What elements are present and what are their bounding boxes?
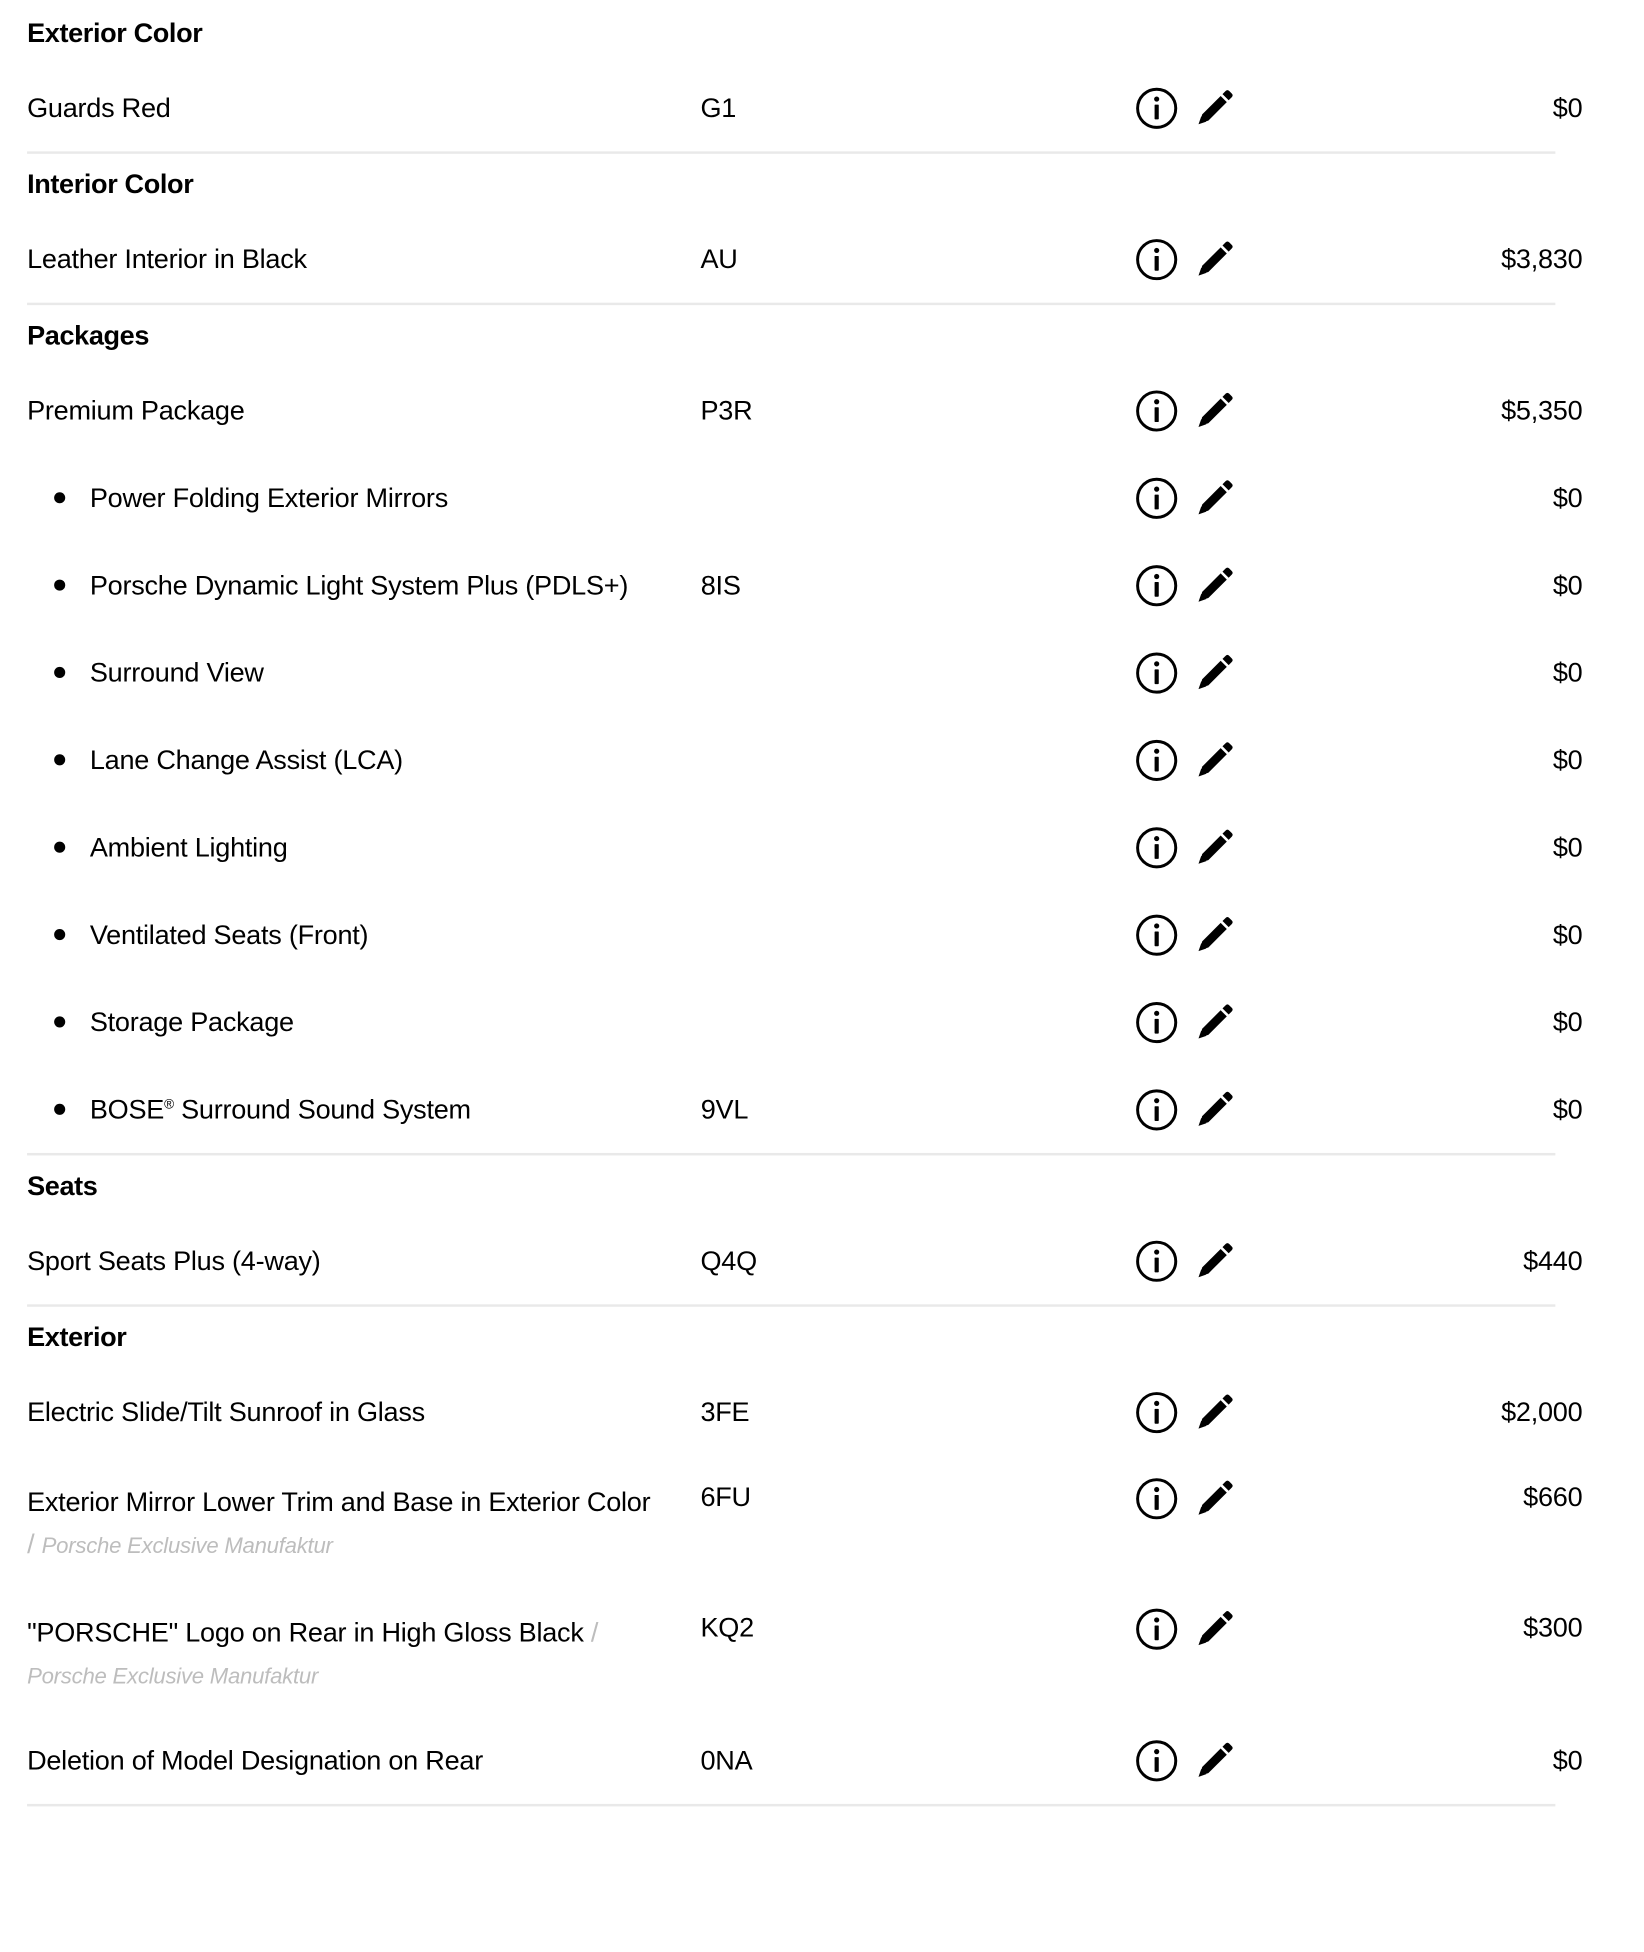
bullet-icon xyxy=(54,754,65,765)
option-name: Deletion of Model Designation on Rear xyxy=(27,1744,483,1775)
option-name: Premium Package xyxy=(27,394,245,426)
option-price: $440 xyxy=(1523,1244,1583,1276)
pencil-icon[interactable] xyxy=(1193,1477,1237,1521)
option-row-sunroof xyxy=(27,1368,1582,1455)
bullet-icon xyxy=(54,492,65,503)
pencil-icon[interactable] xyxy=(1193,1000,1237,1044)
option-code: G1 xyxy=(700,91,737,123)
option-row-surround-view xyxy=(27,629,1582,716)
info-circle-icon[interactable] xyxy=(1135,912,1179,956)
option-price: $0 xyxy=(1552,91,1583,123)
option-separator: / xyxy=(27,1528,35,1560)
option-price: $0 xyxy=(1552,1093,1583,1125)
pencil-icon[interactable] xyxy=(1193,825,1237,869)
option-row-bose-sound xyxy=(27,1066,1582,1153)
option-price: $300 xyxy=(1523,1611,1583,1643)
bullet-icon xyxy=(54,1104,65,1115)
option-price: $0 xyxy=(1552,918,1583,950)
bullet-icon xyxy=(54,842,65,853)
info-circle-icon[interactable] xyxy=(1135,86,1179,130)
info-circle-icon[interactable] xyxy=(1135,1390,1179,1434)
info-circle-icon[interactable] xyxy=(1135,1000,1179,1044)
option-name: Leather Interior in Black xyxy=(27,243,307,274)
info-circle-icon[interactable] xyxy=(1135,237,1179,281)
info-circle-icon[interactable] xyxy=(1135,825,1179,869)
option-code: Q4Q xyxy=(700,1244,757,1276)
option-name: Power Folding Exterior Mirrors xyxy=(89,481,448,513)
pencil-icon[interactable] xyxy=(1193,86,1237,130)
pencil-icon[interactable] xyxy=(1193,912,1237,956)
option-code: AU xyxy=(700,243,738,274)
registered-mark: ® xyxy=(164,1096,174,1112)
option-row-power-folding-mirrors xyxy=(27,454,1582,541)
section-divider xyxy=(27,1804,1555,1806)
bullet-icon xyxy=(54,1016,65,1027)
section-title-exterior: Exterior xyxy=(27,1321,127,1353)
bullet-icon xyxy=(54,929,65,940)
option-row-pdls-plus xyxy=(27,541,1582,628)
option-name: Lane Change Assist (LCA) xyxy=(89,743,403,775)
pencil-icon[interactable] xyxy=(1193,388,1237,432)
pencil-icon[interactable] xyxy=(1193,1238,1237,1282)
pencil-icon[interactable] xyxy=(1193,563,1237,607)
bullet-icon xyxy=(54,580,65,591)
info-circle-icon[interactable] xyxy=(1135,1238,1179,1282)
option-row-ambient-lighting xyxy=(27,804,1582,891)
info-circle-icon[interactable] xyxy=(1135,650,1179,694)
info-circle-icon[interactable] xyxy=(1135,388,1179,432)
option-name: Storage Package xyxy=(89,1005,294,1037)
option-row-porsche-logo-rear xyxy=(27,1586,1582,1716)
pencil-icon[interactable] xyxy=(1193,1390,1237,1434)
option-separator: / xyxy=(590,1616,599,1648)
option-price: $3,830 xyxy=(1501,243,1583,274)
option-row-ventilated-seats xyxy=(27,891,1582,978)
option-name: "PORSCHE" Logo on Rear in High Gloss Black xyxy=(27,1616,584,1648)
info-circle-icon[interactable] xyxy=(1135,476,1179,520)
pencil-icon[interactable] xyxy=(1193,1738,1237,1782)
option-name: BOSE® Surround Sound System xyxy=(89,1093,471,1125)
option-name: Porsche Dynamic Light System Plus (PDLS+) xyxy=(89,569,629,600)
option-name: Electric Slide/Tilt Sunroof in Glass xyxy=(27,1396,425,1427)
section-title-interior-color: Interior Color xyxy=(27,168,194,200)
option-code: 3FE xyxy=(700,1396,750,1427)
option-price: $660 xyxy=(1523,1481,1583,1513)
option-row-model-designation-deletion xyxy=(27,1717,1582,1804)
option-price: $0 xyxy=(1552,1744,1583,1775)
option-row-storage-package xyxy=(27,978,1582,1065)
option-row-guards-red xyxy=(27,64,1582,151)
option-price: $0 xyxy=(1552,1005,1583,1037)
info-circle-icon[interactable] xyxy=(1135,1087,1179,1131)
pencil-icon[interactable] xyxy=(1193,738,1237,782)
option-name: Guards Red xyxy=(27,91,171,123)
pencil-icon[interactable] xyxy=(1193,1087,1237,1131)
option-name: Ventilated Seats (Front) xyxy=(89,918,369,950)
option-note: Porsche Exclusive Manufaktur xyxy=(27,1663,319,1689)
option-price: $0 xyxy=(1552,569,1583,600)
option-price: $2,000 xyxy=(1501,1396,1583,1427)
pencil-icon[interactable] xyxy=(1193,237,1237,281)
option-code: 9VL xyxy=(700,1093,749,1125)
option-code: P3R xyxy=(700,394,753,426)
section-title-packages: Packages xyxy=(27,319,150,351)
option-row-lane-change-assist xyxy=(27,716,1582,803)
option-note: Porsche Exclusive Manufaktur xyxy=(41,1533,333,1558)
section-title-seats: Seats xyxy=(27,1170,98,1201)
option-row-premium-package xyxy=(27,367,1582,454)
option-row-leather-interior xyxy=(27,215,1582,302)
option-row-sport-seats-plus xyxy=(27,1217,1582,1304)
bullet-icon xyxy=(54,667,65,678)
pencil-icon[interactable] xyxy=(1193,650,1237,694)
option-row-mirror-lower-trim xyxy=(27,1456,1582,1586)
info-circle-icon[interactable] xyxy=(1135,738,1179,782)
option-name: Ambient Lighting xyxy=(89,831,288,862)
option-price: $0 xyxy=(1552,656,1583,688)
option-price: $5,350 xyxy=(1501,394,1583,426)
pencil-icon[interactable] xyxy=(1193,1607,1237,1651)
option-name: Sport Seats Plus (4-way) xyxy=(27,1244,321,1276)
info-circle-icon[interactable] xyxy=(1135,563,1179,607)
pencil-icon[interactable] xyxy=(1193,476,1237,520)
option-code: 8IS xyxy=(700,569,741,600)
option-code: KQ2 xyxy=(700,1611,754,1643)
option-price: $0 xyxy=(1552,831,1583,862)
info-circle-icon[interactable] xyxy=(1135,1477,1179,1521)
info-circle-icon[interactable] xyxy=(1135,1738,1179,1782)
section-title-exterior-color: Exterior Color xyxy=(27,17,203,48)
option-price: $0 xyxy=(1552,743,1583,775)
options-list xyxy=(0,2,1582,1806)
info-circle-icon[interactable] xyxy=(1135,1607,1179,1651)
option-code: 0NA xyxy=(700,1744,753,1775)
option-price: $0 xyxy=(1552,481,1583,513)
option-name: Surround View xyxy=(89,656,264,688)
option-code: 6FU xyxy=(700,1481,751,1513)
option-name: Exterior Mirror Lower Trim and Base in Exterior Color xyxy=(27,1486,651,1518)
